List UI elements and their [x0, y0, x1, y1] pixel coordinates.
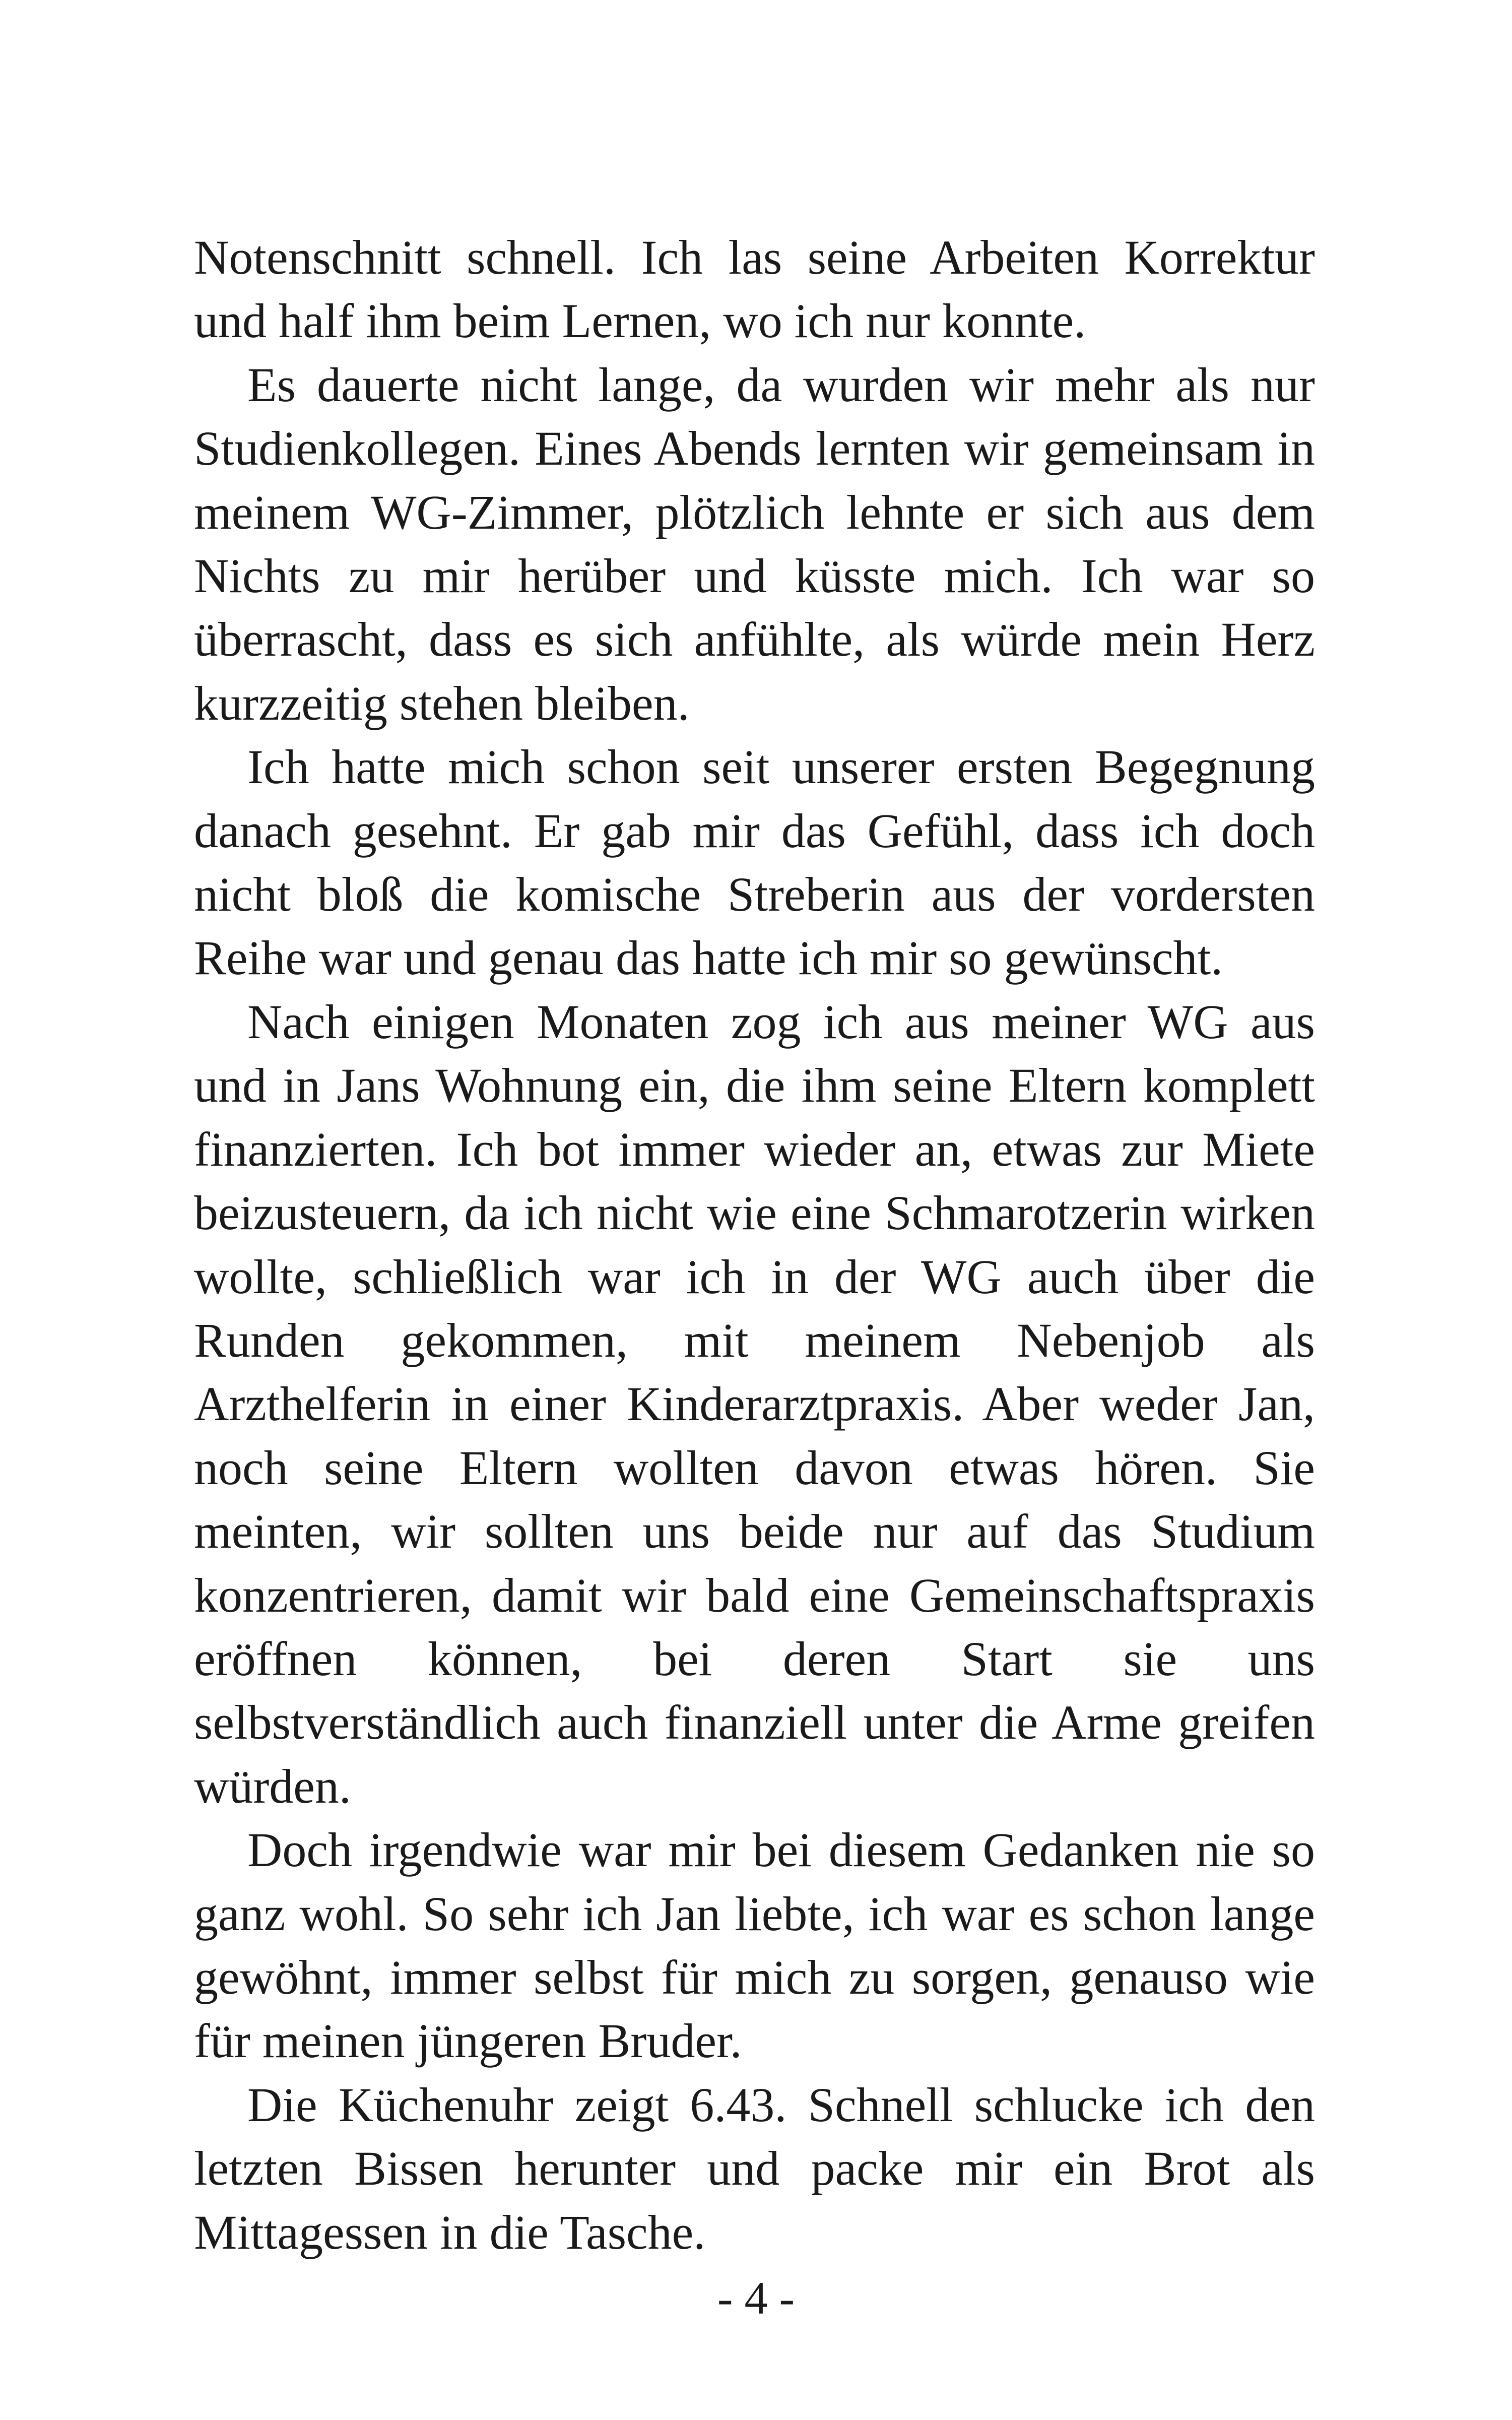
page-number: - 4 - — [717, 2272, 795, 2324]
body-text — [194, 226, 1315, 2264]
paragraph-6: Die Küchenuhr zeigt 6.43. Schnell schlucke ich den letzten Bissen herunter und packe mir ein Brot als Mittagessen in die Tasche. — [194, 2077, 1315, 2259]
paragraph-2: Es dauerte nicht lange, da wurden wir mehr als nur Studienkollegen. Eines Abends lernten wir gemeinsam in meinem WG-Zimmer, plötzlich lehnte er sich aus dem Nichts zu mir herüber und küsste mich. Ich war so überrascht, dass es sich anfühlte, als würde mein Herz kurzzeitig stehen bleiben. — [194, 357, 1315, 730]
paragraph-3: Ich hatte mich schon seit unserer ersten Begegnung danach gesehnt. Er gab mir das Gefühl, dass ich doch nicht bloß die komische Streberin aus der vordersten Reihe war und genau das hatte ich mir so gewünscht. — [194, 740, 1315, 985]
paragraph-1: Notenschnitt schnell. Ich las seine Arbeiten Korrektur und half ihm beim Lernen, wo ich nur konnte. — [194, 230, 1315, 348]
paragraph-4: Nach einigen Monaten zog ich aus meiner WG aus und in Jans Wohnung ein, die ihm seine Eltern komplett finanzierten. Ich bot immer wieder an, etwas zur Miete beizusteuern, da ich nicht wie eine Schmarotzerin wirken wollte, schließlich war ich in der WG auch über die Runden gekommen, mit meinem Nebenjob als Arzthelferin in einer Kinderarztpraxis. Aber weder Jan, noch seine Eltern wollten davon etwas hören. Sie meinten, wir sollten uns beide nur auf das Studium konzentrieren, damit wir bald eine Gemeinschaftspraxis eröffnen können, bei deren Start sie uns selbstverständlich auch finanziell unter die Arme greifen würden. — [194, 994, 1315, 1813]
paragraph-5: Doch irgendwie war mir bei diesem Gedanken nie so ganz wohl. So sehr ich Jan liebte, ich war es schon lange gewöhnt, immer selbst für mich zu sorgen, genauso wie für meinen jüngeren Bruder. — [194, 1823, 1315, 2068]
